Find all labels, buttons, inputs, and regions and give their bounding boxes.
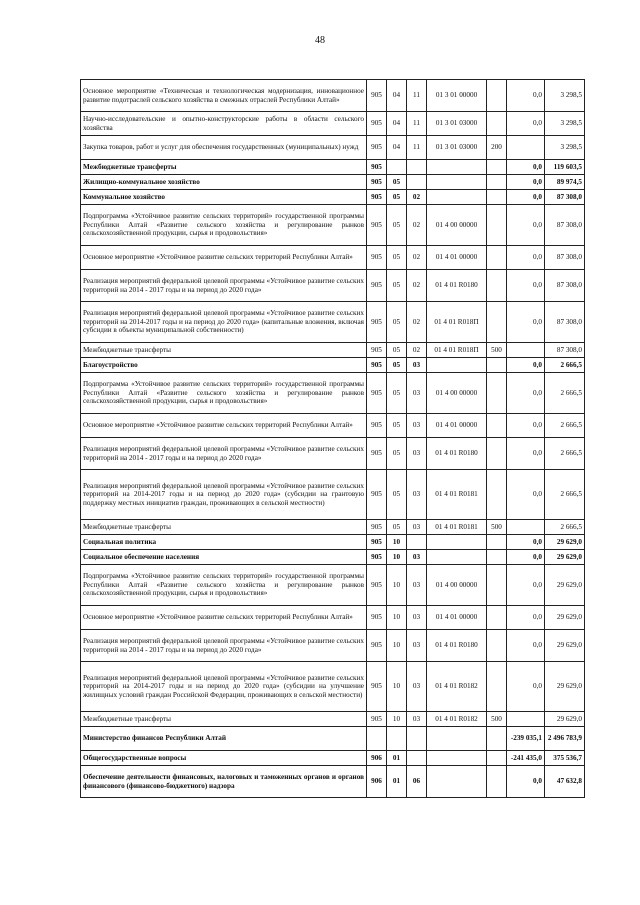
cell-amount-change: 0,0	[507, 606, 545, 630]
table-row	[81, 535, 585, 550]
cell-subsection-code: 06	[407, 766, 427, 798]
cell-target-article: 01 4 01 R0182	[427, 662, 487, 712]
cell-section-code	[387, 727, 407, 751]
cell-amount-total: 29 629,0	[545, 606, 585, 630]
cell-ministry-code: 905	[367, 630, 387, 662]
cell-target-article: 01 3 01 03000	[427, 136, 487, 160]
cell-expense-type	[487, 80, 507, 112]
cell-description: Подпрограмма «Устойчивое развитие сельских территорий» государственной программы Республики Алтай «Развитие сельского хозяйства и регулирование рынков сельскохозяйственной продукции, сырья и продовольствия»	[81, 565, 367, 606]
budget-table	[80, 79, 585, 798]
cell-amount-change: 0,0	[507, 270, 545, 302]
cell-target-article: 01 4 00 00000	[427, 373, 487, 414]
cell-description: Министерство финансов Республики Алтай	[81, 727, 367, 751]
cell-description: Реализация мероприятий федеральной целевой программы «Устойчивое развитие сельских территорий на 2014-2017 годы и на период до 2020 года» (субсидии на грантовую поддержку местных инициатив граждан, проживающих в сельской местности)	[81, 470, 367, 520]
table-row	[81, 270, 585, 302]
cell-expense-type	[487, 112, 507, 136]
cell-expense-type	[487, 302, 507, 343]
cell-ministry-code: 906	[367, 766, 387, 798]
cell-ministry-code: 905	[367, 712, 387, 727]
cell-expense-type: 500	[487, 712, 507, 727]
cell-subsection-code: 03	[407, 470, 427, 520]
table-row	[81, 373, 585, 414]
table-row	[81, 358, 585, 373]
table-row	[81, 565, 585, 606]
cell-target-article: 01 4 01 R018П	[427, 343, 487, 358]
cell-target-article: 01 4 01 00000	[427, 414, 487, 438]
cell-amount-change: 0,0	[507, 246, 545, 270]
cell-target-article: 01 4 01 R0182	[427, 712, 487, 727]
cell-amount-change	[507, 343, 545, 358]
table-row	[81, 712, 585, 727]
cell-description: Социальная политика	[81, 535, 367, 550]
cell-amount-total: 87 308,0	[545, 246, 585, 270]
cell-ministry-code: 905	[367, 246, 387, 270]
table-row	[81, 630, 585, 662]
table-row	[81, 343, 585, 358]
cell-target-article: 01 4 00 00000	[427, 205, 487, 246]
cell-ministry-code: 905	[367, 190, 387, 205]
cell-target-article	[427, 175, 487, 190]
cell-section-code: 05	[387, 414, 407, 438]
cell-ministry-code: 905	[367, 550, 387, 565]
cell-section-code: 05	[387, 343, 407, 358]
cell-expense-type	[487, 470, 507, 520]
cell-expense-type: 200	[487, 136, 507, 160]
cell-subsection-code: 11	[407, 80, 427, 112]
cell-ministry-code: 905	[367, 535, 387, 550]
cell-subsection-code: 02	[407, 343, 427, 358]
cell-target-article: 01 4 01 R0180	[427, 270, 487, 302]
cell-section-code	[387, 160, 407, 175]
cell-amount-change: 0,0	[507, 438, 545, 470]
cell-ministry-code: 905	[367, 606, 387, 630]
cell-expense-type	[487, 358, 507, 373]
cell-ministry-code: 905	[367, 373, 387, 414]
cell-subsection-code: 11	[407, 136, 427, 160]
cell-amount-total: 89 974,5	[545, 175, 585, 190]
table-row	[81, 302, 585, 343]
cell-section-code: 05	[387, 175, 407, 190]
cell-amount-total: 119 603,5	[545, 160, 585, 175]
cell-subsection-code: 03	[407, 520, 427, 535]
cell-subsection-code: 02	[407, 270, 427, 302]
cell-section-code: 10	[387, 630, 407, 662]
table-row	[81, 550, 585, 565]
table-row	[81, 190, 585, 205]
cell-expense-type	[487, 175, 507, 190]
cell-expense-type	[487, 630, 507, 662]
cell-amount-total: 3 298,5	[545, 80, 585, 112]
cell-subsection-code: 11	[407, 112, 427, 136]
cell-expense-type	[487, 438, 507, 470]
cell-section-code: 04	[387, 136, 407, 160]
cell-subsection-code	[407, 727, 427, 751]
cell-ministry-code: 905	[367, 112, 387, 136]
cell-amount-total: 87 308,0	[545, 302, 585, 343]
cell-description: Реализация мероприятий федеральной целевой программы «Устойчивое развитие сельских территорий на 2014-2017 годы и на период до 2020 года» (капитальные вложения, включая субсидии в объекты муниципальной собственности)	[81, 302, 367, 343]
cell-target-article	[427, 535, 487, 550]
cell-ministry-code: 905	[367, 414, 387, 438]
cell-subsection-code: 03	[407, 373, 427, 414]
cell-description: Социальное обеспечение населения	[81, 550, 367, 565]
cell-subsection-code: 03	[407, 550, 427, 565]
cell-amount-change: 0,0	[507, 205, 545, 246]
cell-amount-total: 29 629,0	[545, 535, 585, 550]
cell-section-code: 05	[387, 190, 407, 205]
cell-subsection-code	[407, 535, 427, 550]
cell-amount-change	[507, 520, 545, 535]
cell-amount-total: 2 666,5	[545, 470, 585, 520]
cell-amount-change: -241 435,0	[507, 751, 545, 766]
cell-description: Подпрограмма «Устойчивое развитие сельских территорий» государственной программы Республики Алтай «Развитие сельского хозяйства и регулирование рынков сельскохозяйственной продукции, сырья и продовольствия»	[81, 373, 367, 414]
cell-subsection-code: 03	[407, 565, 427, 606]
cell-expense-type	[487, 270, 507, 302]
cell-target-article	[427, 358, 487, 373]
cell-subsection-code: 03	[407, 606, 427, 630]
cell-ministry-code: 905	[367, 270, 387, 302]
cell-amount-change: 0,0	[507, 112, 545, 136]
cell-section-code: 01	[387, 766, 407, 798]
cell-expense-type	[487, 190, 507, 205]
table-row	[81, 246, 585, 270]
cell-section-code: 05	[387, 470, 407, 520]
cell-expense-type	[487, 246, 507, 270]
cell-description: Коммунальное хозяйство	[81, 190, 367, 205]
cell-section-code: 05	[387, 246, 407, 270]
cell-expense-type	[487, 727, 507, 751]
cell-expense-type	[487, 550, 507, 565]
table-row	[81, 80, 585, 112]
cell-expense-type	[487, 751, 507, 766]
cell-description: Реализация мероприятий федеральной целевой программы «Устойчивое развитие сельских территорий на 2014 - 2017 годы и на период до 2020 года»	[81, 270, 367, 302]
cell-amount-total: 47 632,8	[545, 766, 585, 798]
cell-description: Основное мероприятие «Устойчивое развитие сельских территорий Республики Алтай»	[81, 414, 367, 438]
cell-section-code: 05	[387, 270, 407, 302]
cell-amount-change: 0,0	[507, 766, 545, 798]
cell-expense-type: 500	[487, 343, 507, 358]
cell-amount-total: 2 666,5	[545, 373, 585, 414]
cell-description: Межбюджетные трансферты	[81, 520, 367, 535]
table-body	[81, 80, 585, 798]
cell-amount-change: 0,0	[507, 302, 545, 343]
table-row	[81, 606, 585, 630]
cell-subsection-code	[407, 175, 427, 190]
cell-subsection-code: 03	[407, 358, 427, 373]
cell-subsection-code: 02	[407, 205, 427, 246]
cell-section-code: 05	[387, 438, 407, 470]
cell-expense-type	[487, 565, 507, 606]
table-row	[81, 766, 585, 798]
cell-amount-total: 87 308,0	[545, 270, 585, 302]
table-row	[81, 205, 585, 246]
cell-target-article	[427, 160, 487, 175]
cell-amount-change: 0,0	[507, 565, 545, 606]
cell-target-article: 01 4 01 R0180	[427, 630, 487, 662]
cell-expense-type: 500	[487, 520, 507, 535]
cell-expense-type	[487, 535, 507, 550]
cell-subsection-code: 03	[407, 712, 427, 727]
cell-subsection-code: 02	[407, 190, 427, 205]
cell-target-article: 01 4 01 R018П	[427, 302, 487, 343]
table-row	[81, 414, 585, 438]
table-row	[81, 662, 585, 712]
cell-section-code: 10	[387, 550, 407, 565]
cell-amount-change: 0,0	[507, 80, 545, 112]
cell-target-article: 01 4 01 R0180	[427, 438, 487, 470]
cell-amount-total: 2 496 783,9	[545, 727, 585, 751]
cell-amount-total: 3 298,5	[545, 136, 585, 160]
cell-section-code: 10	[387, 712, 407, 727]
cell-description: Межбюджетные трансферты	[81, 712, 367, 727]
cell-section-code: 05	[387, 373, 407, 414]
cell-expense-type	[487, 766, 507, 798]
cell-section-code: 10	[387, 606, 407, 630]
cell-ministry-code: 905	[367, 520, 387, 535]
cell-description: Межбюджетные трансферты	[81, 343, 367, 358]
cell-amount-total: 2 666,5	[545, 358, 585, 373]
cell-ministry-code: 905	[367, 205, 387, 246]
cell-amount-total: 2 666,5	[545, 520, 585, 535]
cell-section-code: 04	[387, 80, 407, 112]
cell-target-article: 01 4 01 00000	[427, 606, 487, 630]
cell-section-code: 10	[387, 535, 407, 550]
cell-amount-total: 2 666,5	[545, 438, 585, 470]
cell-amount-change: 0,0	[507, 358, 545, 373]
cell-amount-change: 0,0	[507, 414, 545, 438]
cell-amount-change: 0,0	[507, 630, 545, 662]
cell-amount-change: 0,0	[507, 190, 545, 205]
cell-amount-total: 2 666,5	[545, 414, 585, 438]
cell-ministry-code: 905	[367, 175, 387, 190]
cell-target-article	[427, 550, 487, 565]
cell-ministry-code	[367, 727, 387, 751]
cell-amount-total: 29 629,0	[545, 630, 585, 662]
cell-ministry-code: 905	[367, 565, 387, 606]
cell-expense-type	[487, 662, 507, 712]
cell-subsection-code: 03	[407, 438, 427, 470]
cell-amount-change: 0,0	[507, 550, 545, 565]
cell-amount-change: 0,0	[507, 160, 545, 175]
cell-target-article: 01 4 01 R0181	[427, 470, 487, 520]
cell-amount-change: 0,0	[507, 535, 545, 550]
cell-description: Жилищно-коммунальное хозяйство	[81, 175, 367, 190]
cell-expense-type	[487, 205, 507, 246]
cell-description: Реализация мероприятий федеральной целевой программы «Устойчивое развитие сельских территорий на 2014 - 2017 годы и на период до 2020 года»	[81, 438, 367, 470]
cell-ministry-code: 905	[367, 662, 387, 712]
cell-section-code: 05	[387, 520, 407, 535]
cell-description: Общегосударственные вопросы	[81, 751, 367, 766]
cell-subsection-code: 03	[407, 414, 427, 438]
cell-target-article: 01 4 01 R0181	[427, 520, 487, 535]
cell-ministry-code: 905	[367, 438, 387, 470]
cell-description: Научно-исследовательские и опытно-конструкторские работы в области сельского хозяйства	[81, 112, 367, 136]
cell-target-article: 01 4 00 00000	[427, 565, 487, 606]
cell-amount-total: 29 629,0	[545, 550, 585, 565]
cell-target-article: 01 4 01 00000	[427, 246, 487, 270]
table-row	[81, 751, 585, 766]
cell-target-article	[427, 766, 487, 798]
cell-description: Благоустройство	[81, 358, 367, 373]
cell-amount-total: 375 536,7	[545, 751, 585, 766]
cell-target-article	[427, 727, 487, 751]
cell-amount-change: 0,0	[507, 175, 545, 190]
cell-description: Закупка товаров, работ и услуг для обеспечения государственных (муниципальных) нужд	[81, 136, 367, 160]
cell-amount-change	[507, 136, 545, 160]
cell-section-code: 05	[387, 358, 407, 373]
cell-description: Основное мероприятие «Техническая и технологическая модернизация, инновационное развитие подотраслей сельского хозяйства в смежных отраслей Республики Алтай»	[81, 80, 367, 112]
cell-section-code: 04	[387, 112, 407, 136]
cell-ministry-code: 905	[367, 470, 387, 520]
cell-subsection-code	[407, 160, 427, 175]
page-number: 48	[315, 35, 325, 46]
cell-description: Реализация мероприятий федеральной целевой программы «Устойчивое развитие сельских территорий на 2014-2017 годы и на период до 2020 года» (субсидии на улучшение жилищных условий граждан Российской Федерации, проживающих в сельской местности)	[81, 662, 367, 712]
cell-description: Обеспечение деятельности финансовых, налоговых и таможенных органов и органов финансового (финансово-бюджетного) надзора	[81, 766, 367, 798]
cell-amount-total: 87 308,0	[545, 190, 585, 205]
cell-target-article	[427, 190, 487, 205]
cell-amount-total: 3 298,5	[545, 112, 585, 136]
cell-ministry-code: 905	[367, 358, 387, 373]
cell-amount-change: -239 035,1	[507, 727, 545, 751]
cell-target-article: 01 3 01 00000	[427, 80, 487, 112]
cell-description: Подпрограмма «Устойчивое развитие сельских территорий» государственной программы Республики Алтай «Развитие сельского хозяйства и регулирование рынков сельскохозяйственной продукции, сырья и продовольствия»	[81, 205, 367, 246]
table-row	[81, 438, 585, 470]
cell-subsection-code: 02	[407, 246, 427, 270]
cell-amount-total: 29 629,0	[545, 712, 585, 727]
cell-section-code: 10	[387, 565, 407, 606]
cell-ministry-code: 905	[367, 136, 387, 160]
cell-description: Межбюджетные трансферты	[81, 160, 367, 175]
cell-subsection-code: 03	[407, 662, 427, 712]
cell-ministry-code: 905	[367, 80, 387, 112]
cell-amount-change: 0,0	[507, 470, 545, 520]
table-row	[81, 470, 585, 520]
table-row	[81, 160, 585, 175]
cell-description: Реализация мероприятий федеральной целевой программы «Устойчивое развитие сельских территорий на 2014 - 2017 годы и на период до 2020 года»	[81, 630, 367, 662]
cell-section-code: 01	[387, 751, 407, 766]
table-row	[81, 520, 585, 535]
table-row	[81, 727, 585, 751]
cell-expense-type	[487, 373, 507, 414]
cell-expense-type	[487, 160, 507, 175]
cell-ministry-code: 905	[367, 302, 387, 343]
cell-amount-total: 87 308,0	[545, 205, 585, 246]
cell-subsection-code: 02	[407, 302, 427, 343]
cell-target-article: 01 3 01 03000	[427, 112, 487, 136]
cell-section-code: 10	[387, 662, 407, 712]
cell-subsection-code	[407, 751, 427, 766]
cell-expense-type	[487, 606, 507, 630]
cell-amount-change: 0,0	[507, 662, 545, 712]
table-row	[81, 136, 585, 160]
cell-expense-type	[487, 414, 507, 438]
cell-amount-change	[507, 712, 545, 727]
cell-section-code: 05	[387, 302, 407, 343]
cell-ministry-code: 905	[367, 160, 387, 175]
cell-target-article	[427, 751, 487, 766]
cell-description: Основное мероприятие «Устойчивое развитие сельских территорий Республики Алтай»	[81, 606, 367, 630]
cell-subsection-code: 03	[407, 630, 427, 662]
cell-ministry-code: 905	[367, 343, 387, 358]
cell-amount-total: 87 308,0	[545, 343, 585, 358]
cell-description: Основное мероприятие «Устойчивое развитие сельских территорий Республики Алтай»	[81, 246, 367, 270]
cell-amount-total: 29 629,0	[545, 565, 585, 606]
cell-amount-total: 29 629,0	[545, 662, 585, 712]
cell-amount-change: 0,0	[507, 373, 545, 414]
table-row	[81, 175, 585, 190]
cell-section-code: 05	[387, 205, 407, 246]
table-row	[81, 112, 585, 136]
cell-ministry-code: 906	[367, 751, 387, 766]
